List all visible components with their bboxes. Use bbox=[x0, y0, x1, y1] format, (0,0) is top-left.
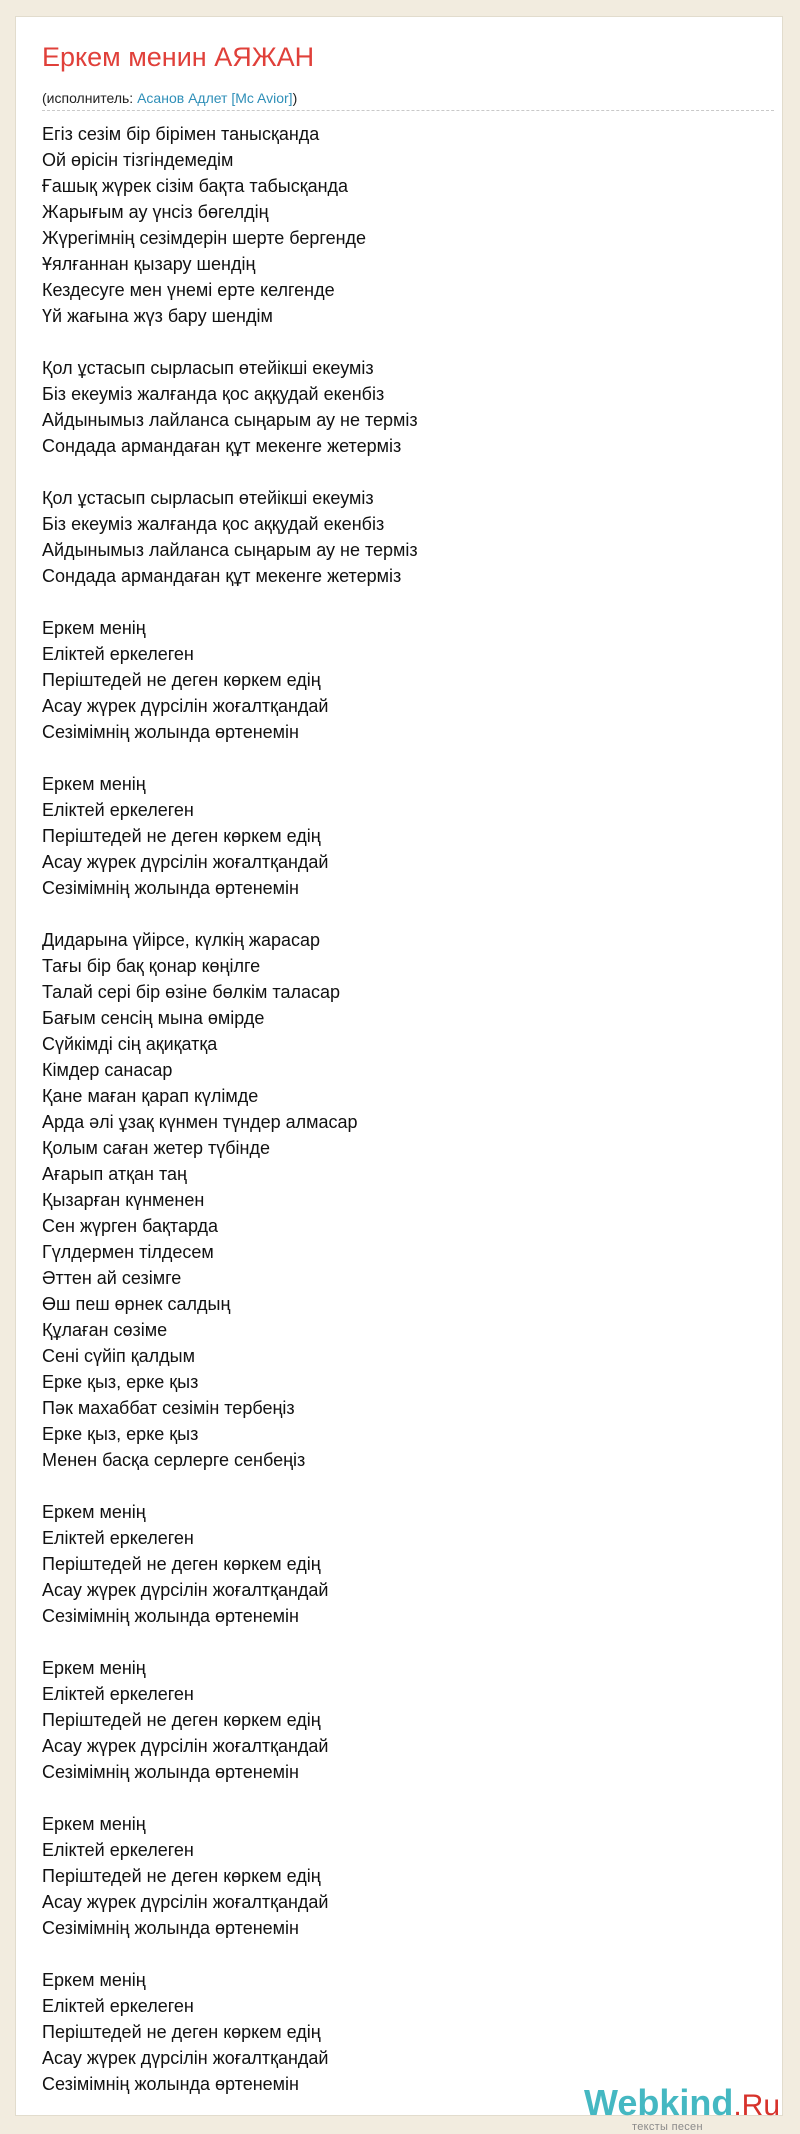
lyric-line: Асау жүрек дүрсілін жоғалтқандай bbox=[42, 1736, 329, 1756]
logo-main-text: Webkind bbox=[584, 2082, 734, 2123]
lyrics-body bbox=[42, 121, 418, 2097]
lyric-line: Ғашық жүрек сізім бақта табысқанда bbox=[42, 176, 349, 196]
lyric-line: Менен басқа серлерге сенбеңіз bbox=[42, 1450, 306, 1470]
lyric-line: Еркем менің bbox=[42, 1970, 146, 1990]
stanza-break bbox=[42, 1473, 418, 1499]
lyric-line: Еркем менің bbox=[42, 1502, 146, 1522]
stanza-break bbox=[42, 1941, 418, 1967]
song-title: Еркем менин АЯЖАН bbox=[42, 42, 315, 72]
lyric-line: Періштедей не деген көркем едің bbox=[42, 826, 321, 846]
lyric-line: Еліктей еркелеген bbox=[42, 1528, 194, 1548]
lyric-line: Қане маған қарап күлімде bbox=[42, 1086, 259, 1106]
lyric-line: Айдынымыз лайланса сыңарым ау не терміз bbox=[42, 540, 418, 560]
lyric-line: Жарығым ау үнсіз бөгелдің bbox=[42, 202, 269, 222]
stanza-break bbox=[42, 745, 418, 771]
webkind-logo[interactable] bbox=[584, 2084, 784, 2134]
lyric-line: Періштедей не деген көркем едің bbox=[42, 1554, 321, 1574]
stanza-break bbox=[42, 901, 418, 927]
lyric-line: Әттен ай сезімге bbox=[42, 1268, 182, 1288]
lyric-line: Талай сері бір өзіне бөлкім таласар bbox=[42, 982, 340, 1002]
lyric-line: Егіз сезім бір бірімен танысқанда bbox=[42, 124, 320, 144]
lyric-line: Сен жүрген бақтарда bbox=[42, 1216, 219, 1236]
lyric-line: Сезімімнің жолында өртенемін bbox=[42, 722, 299, 742]
lyric-line: Асау жүрек дүрсілін жоғалтқандай bbox=[42, 696, 329, 716]
lyric-line: Еркем менің bbox=[42, 1814, 146, 1834]
lyric-line: Сондада армандаған құт мекенге жетерміз bbox=[42, 566, 402, 586]
lyric-line: Қолым саған жетер түбінде bbox=[42, 1138, 270, 1158]
lyric-line: Сезімімнің жолында өртенемін bbox=[42, 2074, 299, 2094]
lyric-line: Кездесуге мен үнемі ерте келгенде bbox=[42, 280, 335, 300]
lyric-line: Сезімімнің жолында өртенемін bbox=[42, 1918, 299, 1938]
lyric-line: Гүлдермен тілдесем bbox=[42, 1242, 214, 1262]
lyric-line: Сені сүйіп қалдым bbox=[42, 1346, 195, 1366]
lyric-line: Тағы бір бақ қонар көңілге bbox=[42, 956, 261, 976]
lyric-line: Періштедей не деген көркем едің bbox=[42, 1866, 321, 1886]
lyric-line: Ұялғаннан қызару шендің bbox=[42, 254, 256, 274]
lyric-line: Еліктей еркелеген bbox=[42, 1684, 194, 1704]
lyric-line: Айдынымыз лайланса сыңарым ау не терміз bbox=[42, 410, 418, 430]
lyric-line: Періштедей не деген көркем едің bbox=[42, 2022, 321, 2042]
lyric-line: Үй жағына жүз бару шендім bbox=[42, 306, 273, 326]
stanza-break bbox=[42, 1629, 418, 1655]
lyric-line: Сондада армандаған құт мекенге жетерміз bbox=[42, 436, 402, 456]
stanza-break bbox=[42, 589, 418, 615]
stanza-break bbox=[42, 1785, 418, 1811]
lyric-line: Арда әлі ұзақ күнмен түндер алмасар bbox=[42, 1112, 358, 1132]
lyric-line: Періштедей не деген көркем едің bbox=[42, 1710, 321, 1730]
lyric-line: Біз екеуміз жалғанда қос аққудай екенбіз bbox=[42, 514, 385, 534]
lyrics-card bbox=[15, 16, 783, 2133]
lyric-line: Еліктей еркелеген bbox=[42, 1840, 194, 1860]
lyric-line: Өш пеш өрнек салдың bbox=[42, 1294, 231, 1314]
lyric-line: Асау жүрек дүрсілін жоғалтқандай bbox=[42, 2048, 329, 2068]
lyric-line: Періштедей не деген көркем едің bbox=[42, 670, 321, 690]
logo-tagline: тексты песен bbox=[632, 2121, 703, 2133]
lyric-line: Еліктей еркелеген bbox=[42, 644, 194, 664]
lyric-line: Еркем менің bbox=[42, 618, 146, 638]
performer-link[interactable]: Асанов Адлет [Mc Avior] bbox=[137, 90, 293, 106]
lyric-line: Асау жүрек дүрсілін жоғалтқандай bbox=[42, 1580, 329, 1600]
lyric-line: Ерке қыз, ерке қыз bbox=[42, 1372, 199, 1392]
lyric-line: Біз екеуміз жалғанда қос аққудай екенбіз bbox=[42, 384, 385, 404]
lyric-line: Ағарып атқан таң bbox=[42, 1164, 187, 1184]
stanza-break bbox=[42, 459, 418, 485]
lyric-line: Пәк махаббат сезімін тербеңіз bbox=[42, 1398, 295, 1418]
logo-tld-text: .Ru bbox=[733, 2089, 781, 2122]
lyric-line: Дидарына үйірсе, күлкің жарасар bbox=[42, 930, 321, 950]
lyric-line: Сезімімнің жолында өртенемін bbox=[42, 1606, 299, 1626]
lyric-line: Ой өрісін тізгіндемедім bbox=[42, 150, 234, 170]
lyric-line: Қол ұстасып сырласып өтейікші екеуміз bbox=[42, 488, 374, 508]
lyric-line: Еліктей еркелеген bbox=[42, 1996, 194, 2016]
lyric-line: Бағым сенсің мына өмірде bbox=[42, 1008, 265, 1028]
lyric-line: Еркем менің bbox=[42, 1658, 146, 1678]
lyric-line: Қол ұстасып сырласып өтейікші екеуміз bbox=[42, 358, 374, 378]
lyric-line: Жүрегімнің сезімдерін шерте бергенде bbox=[42, 228, 367, 248]
lyric-line: Сезімімнің жолында өртенемін bbox=[42, 1762, 299, 1782]
stanza-break bbox=[42, 329, 418, 355]
title-divider bbox=[42, 110, 774, 111]
lyric-line: Еркем менің bbox=[42, 774, 146, 794]
lyric-line: Құлаған сөзіме bbox=[42, 1320, 168, 1340]
performer-prefix: (исполнитель: bbox=[42, 90, 138, 106]
lyric-line: Сүйкімді сің ақиқатқа bbox=[42, 1034, 218, 1054]
logo-wordmark bbox=[584, 2084, 780, 2125]
lyric-line: Еліктей еркелеген bbox=[42, 800, 194, 820]
performer-suffix: ) bbox=[292, 90, 298, 106]
lyric-line: Асау жүрек дүрсілін жоғалтқандай bbox=[42, 1892, 329, 1912]
lyric-line: Қызарған күнменен bbox=[42, 1190, 205, 1210]
lyric-line: Кімдер санасар bbox=[42, 1060, 173, 1080]
lyric-line: Сезімімнің жолында өртенемін bbox=[42, 878, 299, 898]
lyric-line: Асау жүрек дүрсілін жоғалтқандай bbox=[42, 852, 329, 872]
performer-line bbox=[42, 89, 297, 107]
lyric-line: Ерке қыз, ерке қыз bbox=[42, 1424, 199, 1444]
